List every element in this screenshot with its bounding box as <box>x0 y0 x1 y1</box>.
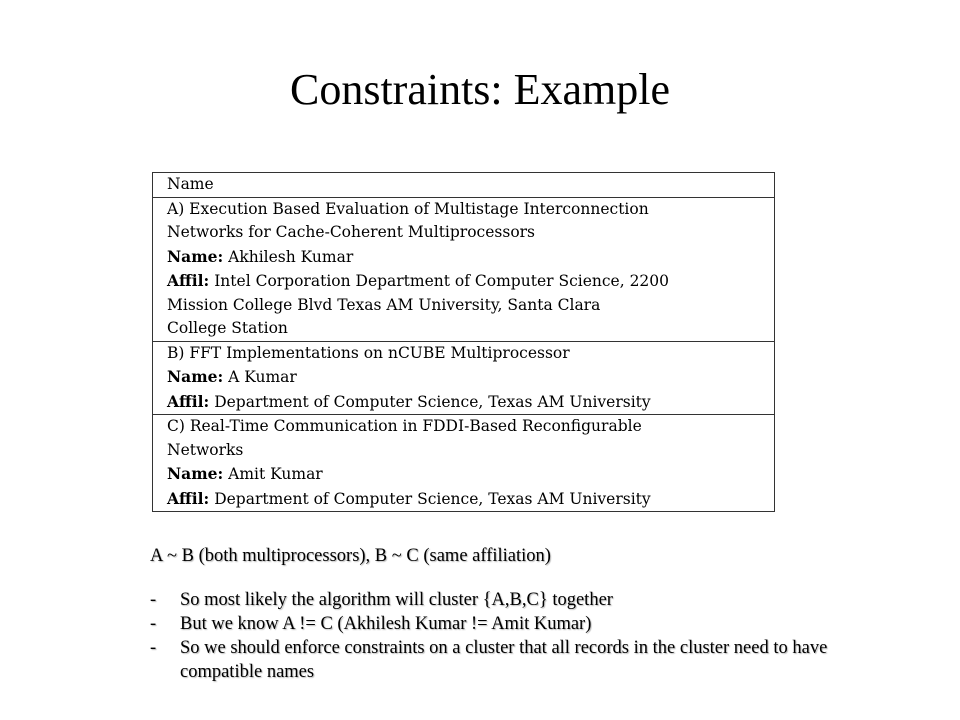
record-affil: Intel Corporation Department of Computer Science, 2200 <box>214 272 670 290</box>
affil-label: Affil: <box>167 391 210 411</box>
bullet-item <box>150 612 850 636</box>
similarity-note: A ~ B (both multiprocessors), B ~ C (same affiliation) <box>150 546 551 566</box>
affil-label: Affil: <box>167 271 210 290</box>
bullet-item <box>150 588 850 612</box>
record-b <box>153 341 774 415</box>
record-name: A Kumar <box>228 368 297 386</box>
record-affil-line: Mission College Blvd Texas AM University, Santa Clara <box>167 295 601 314</box>
affil-label: Affil: <box>167 488 210 508</box>
notes <box>150 544 850 684</box>
record-affil: Department of Computer Science, Texas AM University <box>214 489 651 508</box>
bullet-list <box>150 588 850 684</box>
table-header: Name <box>167 175 214 193</box>
name-label: Name: <box>167 367 224 386</box>
record-name-line <box>167 245 760 270</box>
bullet-text: So we should enforce constraints on a cluster that all records in the cluster need to have compatible names <box>180 638 828 682</box>
record-name: Akhilesh Kumar <box>228 247 354 266</box>
record-c <box>153 414 774 511</box>
record-affil-line <box>167 390 760 415</box>
name-label: Name: <box>167 464 224 483</box>
record-name-line <box>167 462 760 487</box>
bullet-item <box>150 636 850 684</box>
record-title-line: C) Real-Time Communication in FDDI-Based Reconfigurable <box>167 417 642 435</box>
records-table <box>152 172 775 512</box>
record-affil: Department of Computer Science, Texas AM University <box>214 392 651 411</box>
bullet-text: But we know A != C (Akhilesh Kumar != Amit Kumar) <box>180 614 592 634</box>
record-title-line: Networks <box>167 440 244 459</box>
record-affil-line: College Station <box>167 319 288 337</box>
record-title-line: B) FFT Implementations on nCUBE Multiprocessor <box>167 343 570 362</box>
bullet-dash: - <box>150 638 157 658</box>
record-name: Amit Kumar <box>228 465 323 483</box>
record-affil-line <box>167 487 760 512</box>
record-title-line: Networks for Cache-Coherent Multiprocessors <box>167 223 536 241</box>
bullet-dash: - <box>150 614 157 634</box>
record-a <box>153 197 774 341</box>
record-title-line: A) Execution Based Evaluation of Multistage Interconnection <box>167 199 649 218</box>
name-label: Name: <box>167 246 224 266</box>
record-name-line <box>167 365 760 390</box>
slide-title: Constraints: Example <box>289 65 671 114</box>
bullet-dash: - <box>150 590 157 610</box>
record-affil-line <box>167 269 760 294</box>
bullet-text: So most likely the algorithm will cluster {A,B,C} together <box>180 590 613 610</box>
